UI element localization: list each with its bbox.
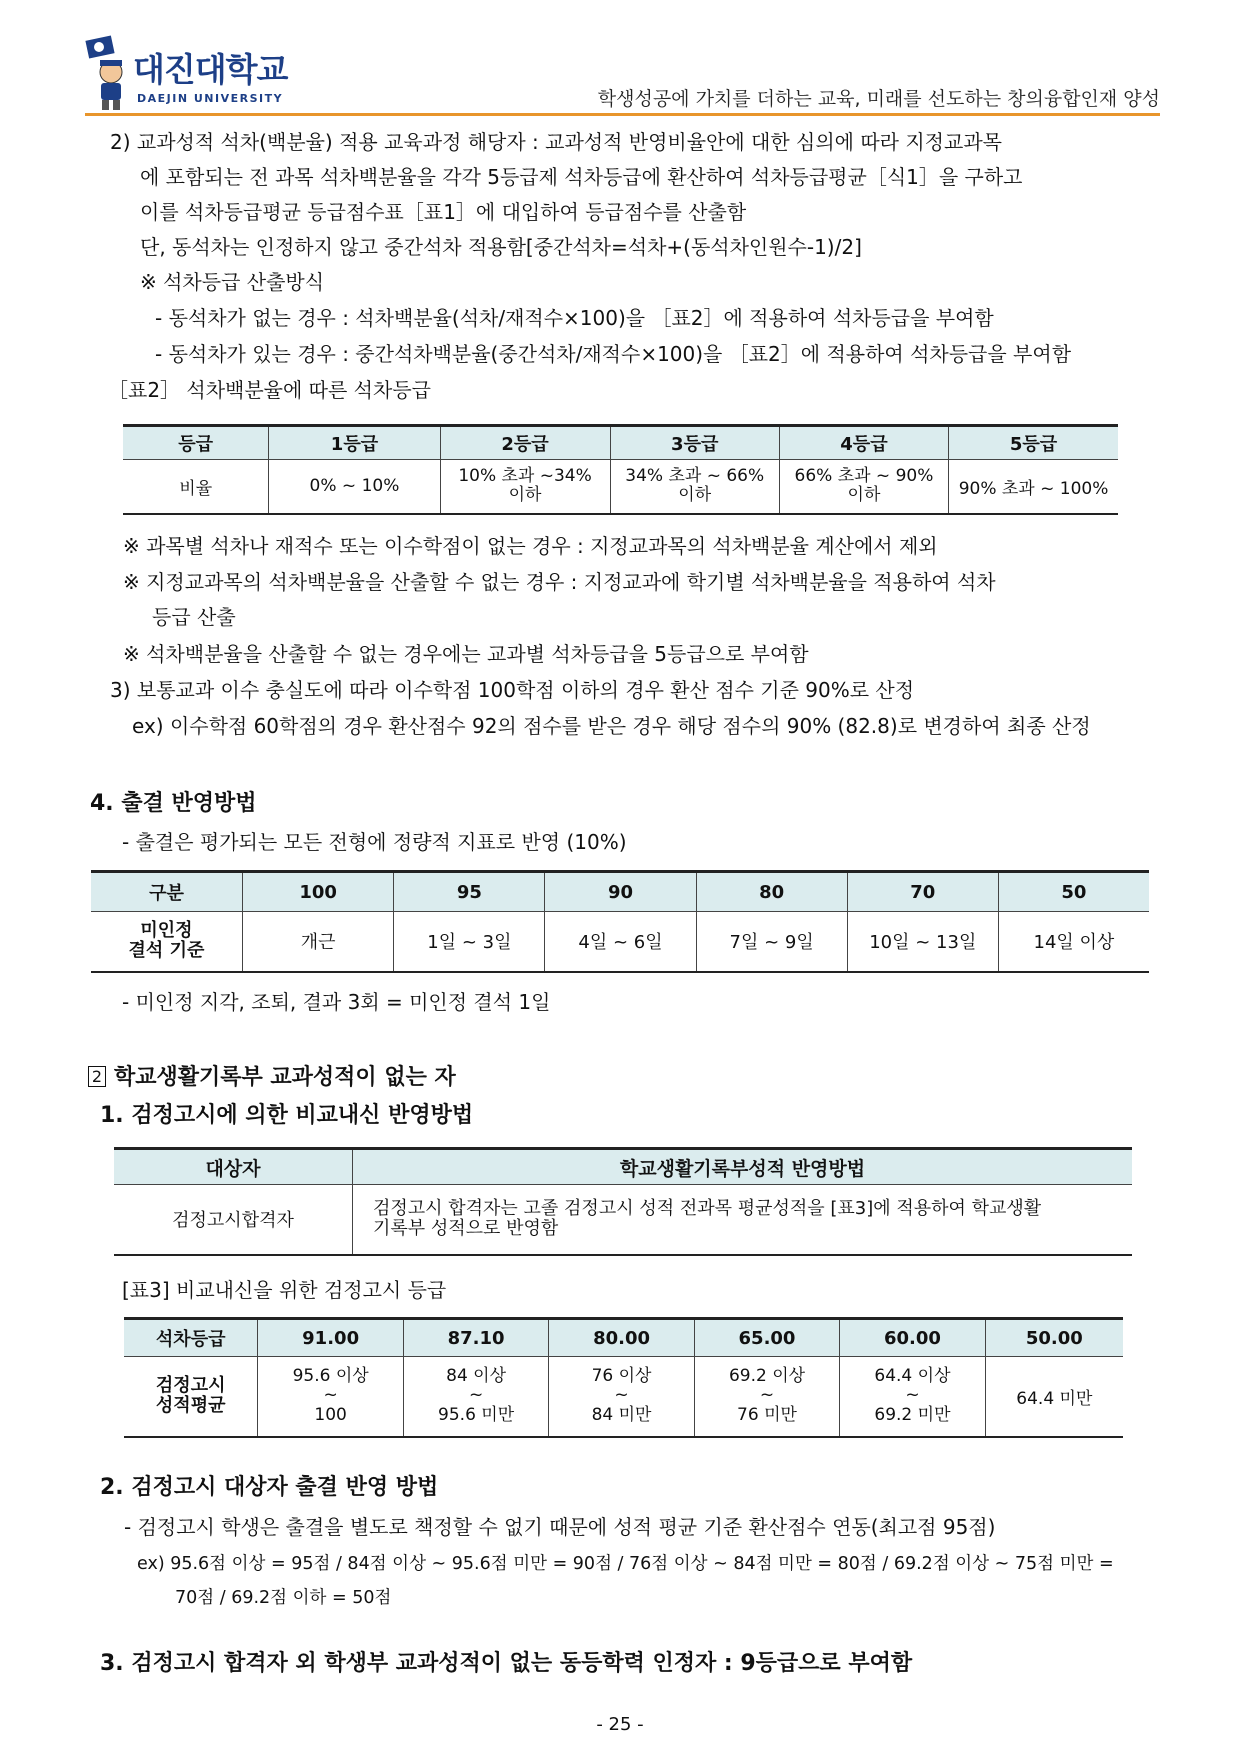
section-2-heading: [88, 1064, 456, 1092]
table-cell: 34% 초과 ~ 66% 이하: [610, 460, 779, 514]
table-attendance: [91, 870, 1149, 973]
table-cell: 개근: [242, 912, 393, 972]
attendance-note: - 미인정 지각, 조퇴, 결과 3회 = 미인정 결석 1일: [122, 990, 551, 1014]
header-cell: 65.00: [694, 1319, 839, 1357]
paragraph-2-line-4: 단, 동석차는 인정하지 않고 중간석차 적용함[중간석차=석차+(동석차인원수-1)/2]: [140, 235, 862, 259]
header-cell: 석차등급: [124, 1319, 258, 1357]
note-semester-line-2: 등급 산출: [152, 605, 236, 629]
attendance-heading: 4. 출결 반영방법: [90, 791, 257, 816]
table3-caption: [표3] 비교내신을 위한 검정고시 등급: [122, 1278, 447, 1302]
header-cell: 50: [998, 872, 1149, 912]
section-number-box: 2: [88, 1066, 106, 1087]
table-header-row: [124, 1319, 1123, 1357]
note-semester-line-1: ※ 지정교과목의 석차백분율을 산출할 수 없는 경우 : 지정교과에 학기별 석차백분율을 적용하여 석차: [123, 570, 996, 594]
subheading-1: 1. 검정고시에 의한 비교내신 반영방법: [100, 1103, 474, 1128]
page-header: [85, 30, 1160, 116]
mascot-icon: [85, 32, 133, 112]
paragraph-2-line-3: 이를 석차등급평균 등급점수표［표1］에 대입하여 등급점수를 산출함: [140, 200, 747, 224]
table-cell: 검정고시합격자: [114, 1185, 353, 1255]
header-cell: 5등급: [949, 426, 1118, 460]
table2-caption: ［표2］ 석차백분율에 따른 석차등급: [108, 378, 431, 402]
header-cell: 3등급: [610, 426, 779, 460]
rank-method-tie: - 동석차가 있는 경우 : 중간석차백분율(중간석차/재적수×100)을 ［표2］에 적용하여 석차등급을 부여함: [155, 342, 1072, 366]
table-header-row: [91, 872, 1149, 912]
header-cell: 90: [545, 872, 696, 912]
table-header-row: [114, 1149, 1132, 1185]
rank-method-title: ※ 석차등급 산출방식: [140, 270, 325, 294]
table-cell: 66% 초과 ~ 90% 이하: [779, 460, 948, 514]
table-ged-method: [114, 1147, 1132, 1256]
table-cell: 7일 ~ 9일: [696, 912, 847, 972]
table-cell: 0% ~ 10%: [269, 460, 440, 514]
subheading-3: 3. 검정고시 합격자 외 학생부 교과성적이 없는 동등학력 인정자 : 9등급으로 부여함: [100, 1651, 913, 1676]
header-cell: 60.00: [840, 1319, 985, 1357]
header-slogan: 학생성공에 가치를 더하는 교육, 미래를 선도하는 창의융합인재 양성: [597, 88, 1160, 110]
table-row: [91, 912, 1149, 972]
header-cell: 구분: [91, 872, 242, 912]
logo-subtitle: DAEJIN UNIVERSITY: [137, 92, 284, 105]
table-row: [123, 460, 1118, 514]
table-cell: 검정고시 합격자는 고졸 검정고시 성적 전과목 평균성적을 [표3]에 적용하여 학교생활 기록부 성적으로 반영함: [353, 1185, 1133, 1255]
header-cell: 대상자: [114, 1149, 353, 1185]
table-cell: 95.6 이상 ~ 100: [258, 1357, 403, 1437]
header-cell: 91.00: [258, 1319, 403, 1357]
header-cell: 4등급: [779, 426, 948, 460]
row-label: 검정고시 성적평균: [124, 1357, 258, 1437]
header-cell: 학교생활기록부성적 반영방법: [353, 1149, 1133, 1185]
header-cell: 87.10: [403, 1319, 548, 1357]
table-row: [114, 1185, 1132, 1255]
table-rank-percentile: [123, 424, 1118, 515]
header-cell: 80: [696, 872, 847, 912]
table-cell: 4일 ~ 6일: [545, 912, 696, 972]
table-cell: 10일 ~ 13일: [847, 912, 998, 972]
header-cell: 80.00: [549, 1319, 694, 1357]
ged-attendance-description: - 검정고시 학생은 출결을 별도로 책정할 수 없기 때문에 성적 평균 기준 환산점수 연동(최고점 95점): [124, 1515, 996, 1539]
header-cell: 등급: [123, 426, 269, 460]
table-cell: 90% 초과 ~ 100%: [949, 460, 1118, 514]
note-default-grade: ※ 석차백분율을 산출할 수 없는 경우에는 교과별 석차등급을 5등급으로 부여함: [123, 642, 809, 666]
header-rule: [85, 113, 1160, 116]
table-cell: 1일 ~ 3일: [394, 912, 545, 972]
header-cell: 50.00: [985, 1319, 1123, 1357]
header-cell: 70: [847, 872, 998, 912]
table-ged-grade: [124, 1317, 1123, 1438]
ged-attendance-example-line-1: ex) 95.6점 이상 = 95점 / 84점 이상 ~ 95.6점 미만 = 90점 / 76점 이상 ~ 84점 미만 = 80점 / 69.2점 이상 ~ 75점 미만 =: [137, 1554, 1114, 1574]
table-header-row: [123, 426, 1118, 460]
table-row: [124, 1357, 1123, 1437]
university-logo: [85, 32, 295, 112]
table-cell: 10% 초과 ~34% 이하: [440, 460, 610, 514]
subheading-2: 2. 검정고시 대상자 출결 반영 방법: [100, 1475, 439, 1500]
header-cell: 95: [394, 872, 545, 912]
paragraph-3-example: ex) 이수학점 60학점의 경우 환산점수 92의 점수를 받은 경우 해당 점수의 90% (82.8)로 변경하여 최종 산정: [132, 714, 1091, 738]
note-excluded: ※ 과목별 석차나 재적수 또는 이수학점이 없는 경우 : 지정교과목의 석차백분율 계산에서 제외: [123, 534, 938, 558]
table-cell: 69.2 이상 ~ 76 미만: [694, 1357, 839, 1437]
paragraph-2-line-2: 에 포함되는 전 과목 석차백분율을 각각 5등급제 석차등급에 환산하여 석차등급평균［식1］을 구하고: [140, 165, 1023, 189]
table-cell: 64.4 이상 ~ 69.2 미만: [840, 1357, 985, 1437]
section-2-title: 학교생활기록부 교과성적이 없는 자: [114, 1065, 456, 1090]
header-cell: 1등급: [269, 426, 440, 460]
rank-method-no-tie: - 동석차가 없는 경우 : 석차백분율(석차/재적수×100)을 ［표2］에 적용하여 석차등급을 부여함: [155, 306, 994, 330]
paragraph-3: 3) 보통교과 이수 충실도에 따라 이수학점 100학점 이하의 경우 환산 점수 기준 90%로 산정: [110, 678, 915, 702]
paragraph-2-line-1: 2) 교과성적 석차(백분율) 적용 교육과정 해당자 : 교과성적 반영비율안에 대한 심의에 따라 지정교과목: [110, 130, 1002, 154]
table-cell: 64.4 미만: [985, 1357, 1123, 1437]
logo-wordmark: 대진대학교: [133, 50, 288, 89]
ged-attendance-example-line-2: 70점 / 69.2점 이하 = 50점: [175, 1588, 392, 1608]
row-label: 비율: [123, 460, 269, 514]
attendance-description: - 출결은 평가되는 모든 전형에 정량적 지표로 반영 (10%): [122, 830, 627, 854]
table-cell: 84 이상 ~ 95.6 미만: [403, 1357, 548, 1437]
header-cell: 2등급: [440, 426, 610, 460]
table-cell: 14일 이상: [998, 912, 1149, 972]
page-number: - 25 -: [596, 1714, 644, 1735]
row-label: 미인정 결석 기준: [91, 912, 242, 972]
table-cell: 76 이상 ~ 84 미만: [549, 1357, 694, 1437]
header-cell: 100: [242, 872, 393, 912]
